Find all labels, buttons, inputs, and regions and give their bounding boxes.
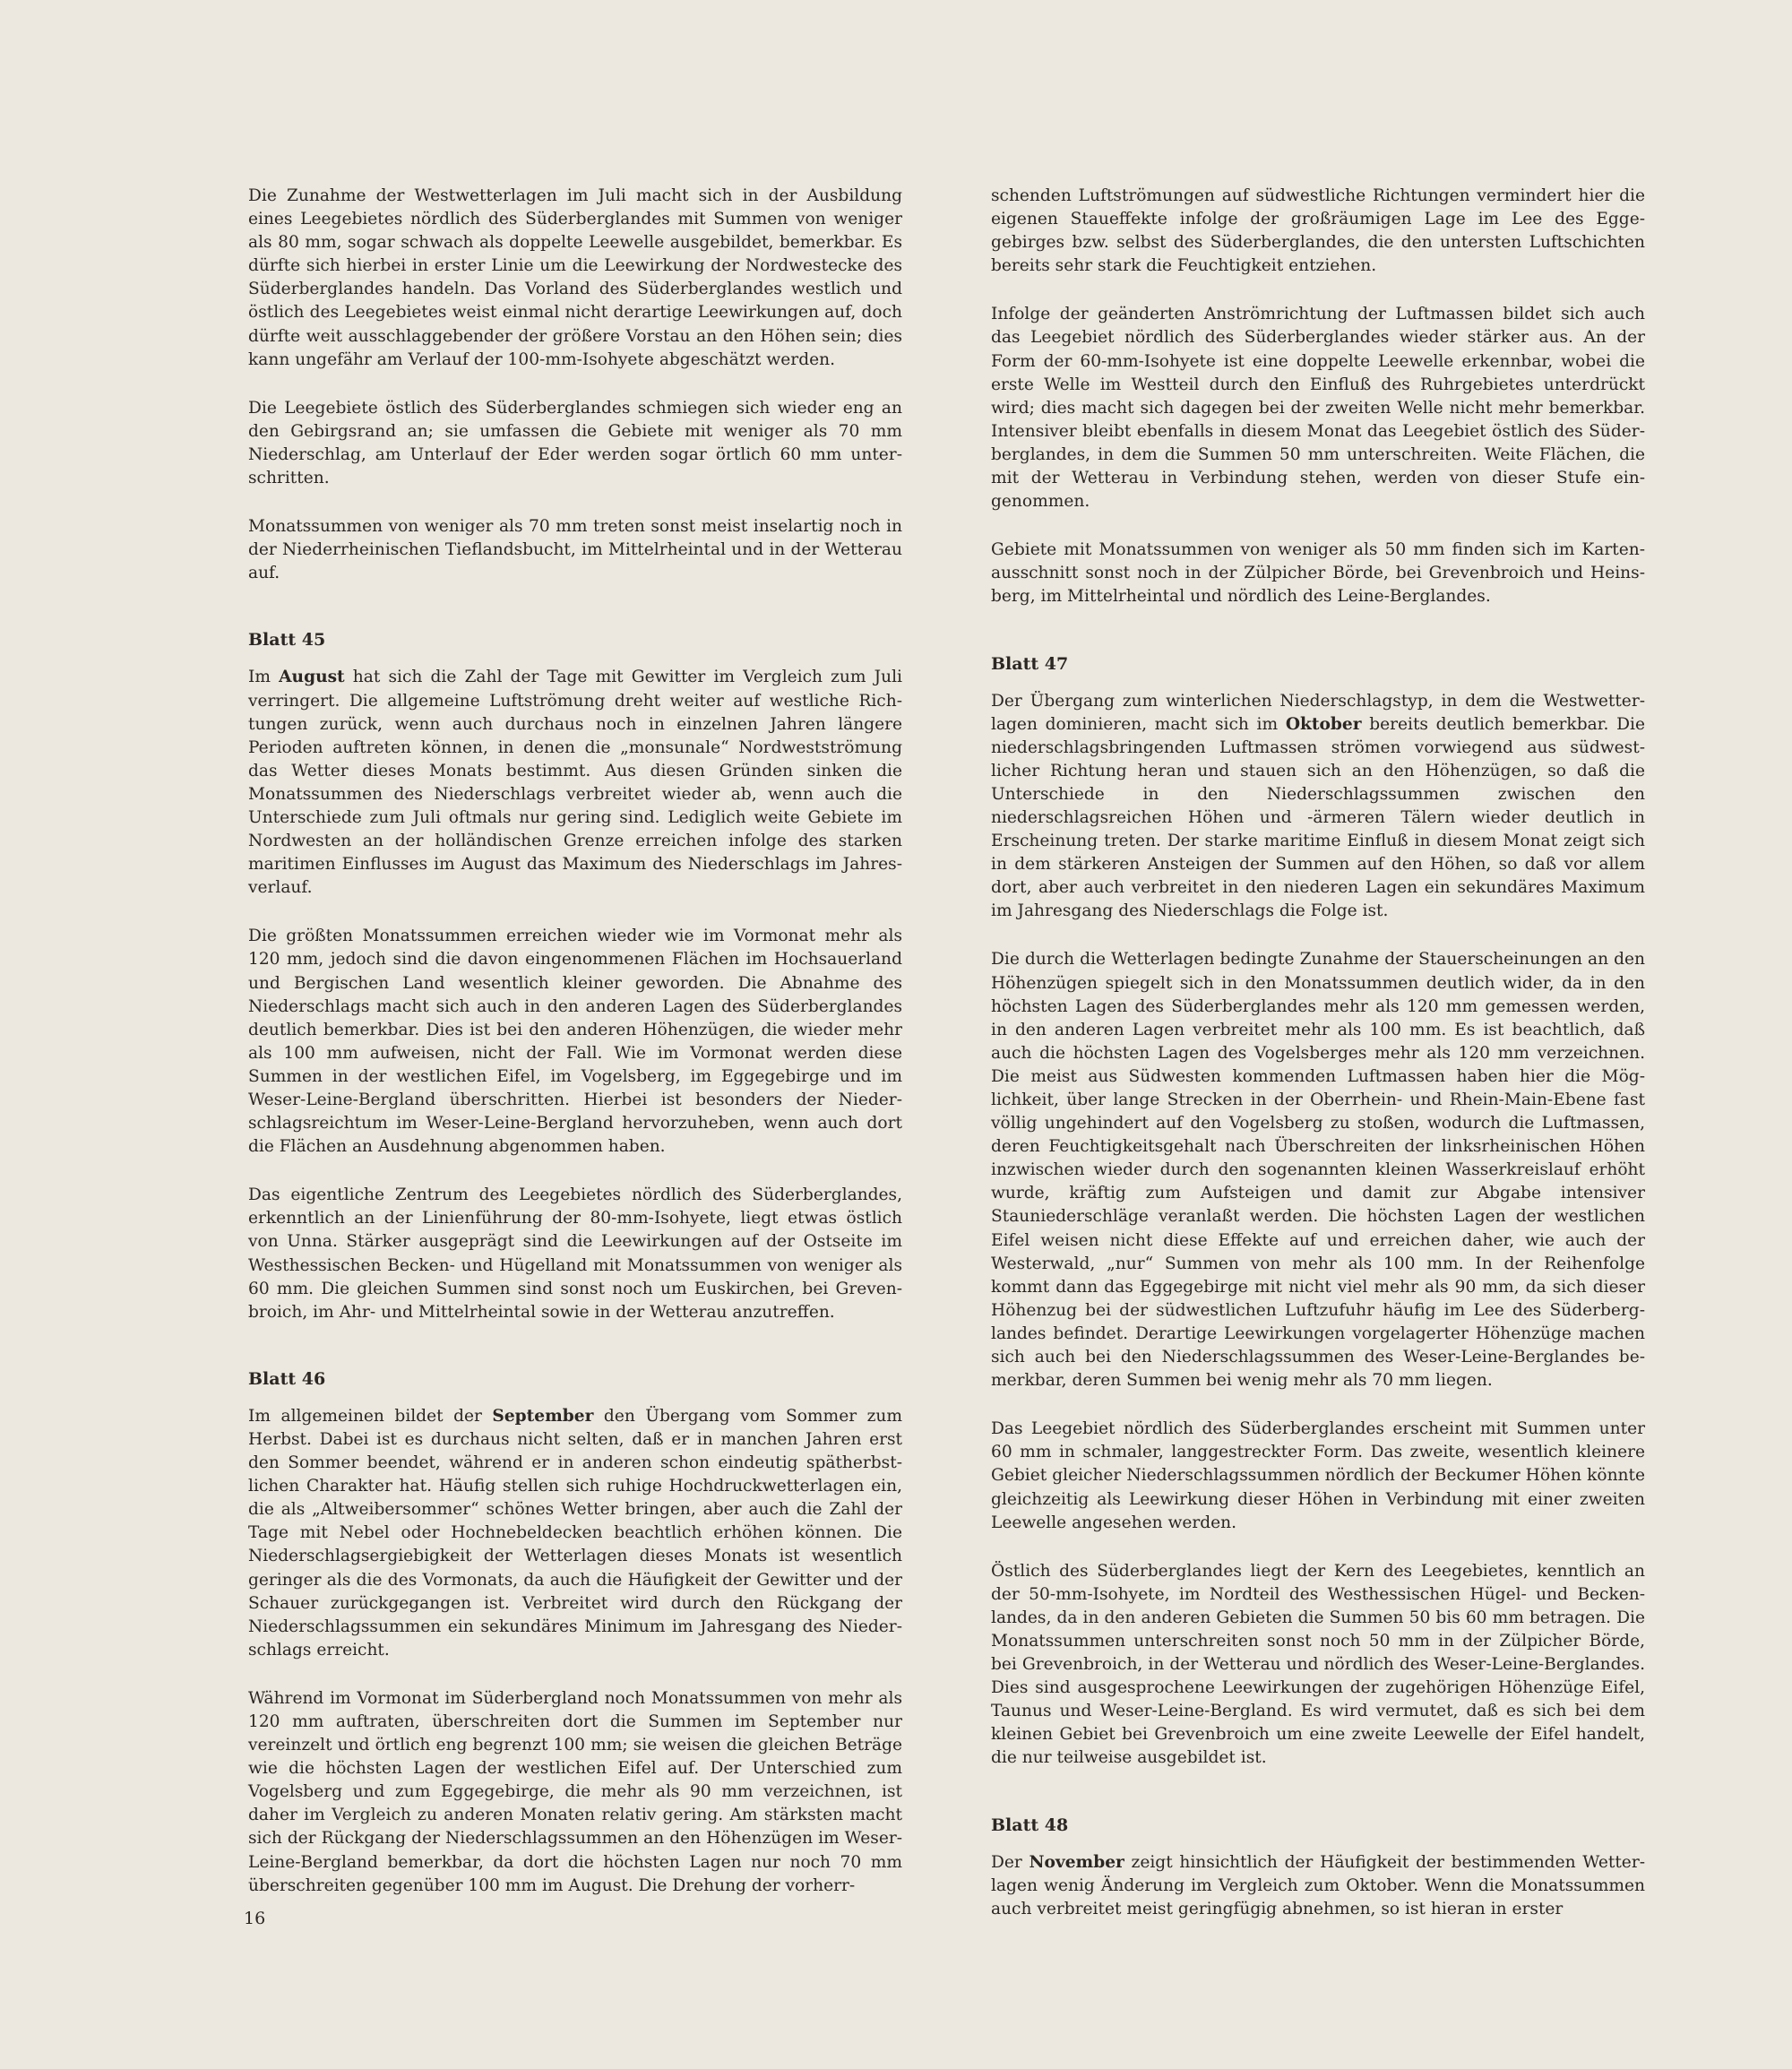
page-number: 16 [244, 1909, 266, 1928]
left-column [248, 185, 902, 1923]
section-heading-blatt-46: Blatt 46 [248, 1368, 326, 1389]
month-highlight: Oktober [1285, 714, 1362, 734]
paragraph: Die durch die Wetterlagen bedingte Zunahme der Stauerscheinungen an den Höhenzügen spiegelt sich in den Monatssummen deutlich wider, da in den höchsten Lagen des Süderberglandes mehr als 120 mm gemessen werden, in den anderen Lagen verbreitet mehr als 100 mm. Es ist beachtlich, daß auch die höchsten Lagen des Vogelsberges mehr als 120 mm verzeichnen. Die meist aus Südwesten kommenden Luftmassen haben hier die Möglichkeit, über lange Strecken in der Oberrhein- und Rhein-Main-Ebene fast völlig ungehindert auf den Vogelsberg zu stoßen, wodurch die Luftmassen, deren Feuchtigkeitsgehalt nach Überschreiten der linksrheinischen Höhen inzwischen wieder durch den sogenannten kleinen Wasserkreislauf erhöht wurde, kräftig zum Aufsteigen und damit zur Abgabe intensiver Stauniederschläge veranlaßt werden. Die höchsten Lagen der westlichen Eifel weisen nicht diese Effekte auf und erreichen daher, wie auch der Westerwald, „nur“ Summen von mehr als 100 mm. In der Reihenfolge kommt dann das Eggegebirge mit nicht viel mehr als 90 mm, da sich dieser Höhenzug bei der südwestlichen Luftzufuhr häufig im Lee des Süderberglandes befindet. Derartige Leewirkungen vorgelagerter Höhenzüge machen sich auch bei den Niederschlagssummen des Weser-Leine-Berglandes bemerkbar, deren Summen bei wenig mehr als 70 mm liegen. [991, 950, 1645, 1391]
paragraph: Die größten Monatssummen erreichen wieder wie im Vormonat mehr als 120 mm, jedoch sind die davon eingenommenen Flächen im Hochsauerland und Bergischen Land wesentlich kleiner geworden. Die Abnahme des Niederschlags macht sich auch in den anderen Lagen des Süderberglandes deutlich bemerkbar. Dies ist bei den anderen Höhenzügen, die wieder mehr als 100 mm aufweisen, nicht der Fall. Wie im Vormonat werden diese Summen in der westlichen Eifel, im Vogelsberg, im Eggegebirge und im Weser-Leine-Bergland überschritten. Hierbei ist besonders der Niederschlagsreichtum im Weser-Leine-Bergland hervorzuheben, wenn auch dort die Flächen an Ausdehnung abgenommen haben. [248, 927, 902, 1157]
paragraph: Das Leegebiet nördlich des Süderberglandes erscheint mit Summen unter 60 mm in schmaler, langgestreckter Form. Das zweite, wesentlich kleinere Gebiet gleicher Niederschlagssummen nördlich der Beckumer Höhen könnte gleichzeitig als Leewirkung dieser Höhen in Verbindung mit einer zweiten Leewelle angesehen werden. [991, 1419, 1645, 1532]
right-column [991, 185, 1645, 1946]
text-run: Im [248, 668, 280, 687]
paragraph: schenden Luftströmungen auf südwestliche Richtungen vermindert hier die eigenen Staueffekte infolge der großräumigen Lage im Lee des Eggegebirges bzw. selbst des Süderberglandes, die den untersten Luftschichten bereits sehr stark die Feuchtigkeit entziehen. [991, 186, 1645, 276]
text-run: Der Übergang zum winterlichen Niederschlagstyp, in dem die Westwetterlagen dominieren, macht sich im [991, 691, 1645, 734]
text-run: Im allgemeinen bildet der [248, 1406, 493, 1426]
paragraph: Während im Vormonat im Süderbergland noch Monatssummen von mehr als 120 mm auftraten, überschreiten dort die Summen im September nur vereinzelt und örtlich eng begrenzt 100 mm; sie weisen die gleichen Beträge wie die höchsten Lagen der westlichen Eifel auf. Der Unterschied zum Vogelsberg und zum Eggegebirge, die mehr als 90 mm verzeichnen, ist daher im Vergleich zu anderen Monaten relativ gering. Am stärksten macht sich der Rückgang der Niederschlagssummen an den Höhenzügen im Weser-Leine-Bergland bemerkbar, da dort die höchsten Lagen nur noch 70 mm überschreiten gegenüber 100 mm im August. Die Drehung der vorherr- [248, 1688, 902, 1895]
text-run: zeigt hinsichtlich der Häufigkeit der bestimmenden Wetterlagen wenig Änderung im Vergleich zum Oktober. Wenn die Monatssummen auch verbreitet meist geringfügig abnehmen, so ist hieran in erster [991, 1852, 1645, 1918]
paragraph [991, 1851, 1645, 1921]
paragraph: Gebiete mit Monatssummen von weniger als 50 mm finden sich im Kartenausschnitt sonst noch in der Zülpicher Börde, bei Grevenbroich und Heinsberg, im Mittelrheintal und nördlich des Leine-Berglandes. [991, 540, 1645, 607]
paragraph [248, 1405, 902, 1662]
section-heading-blatt-48: Blatt 48 [991, 1815, 1069, 1835]
paragraph: Monatssummen von weniger als 70 mm treten sonst meist inselartig noch in der Niederrheinischen Tieflandsbucht, im Mittelrheintal und in der Wetterau auf. [248, 517, 902, 583]
paragraph: Die Leegebiete östlich des Süderberglandes schmiegen sich wieder eng an den Gebirgsrand an; sie umfassen die Gebiete mit weniger als 70 mm Niederschlag, am Unterlauf der Eder werden sogar örtlich 60 mm unterschritten. [248, 398, 902, 488]
month-highlight: September [492, 1406, 594, 1426]
paragraph [991, 690, 1645, 924]
section-heading-blatt-45: Blatt 45 [248, 630, 326, 651]
text-run: Der [991, 1852, 1030, 1872]
month-highlight: November [1029, 1852, 1124, 1872]
paragraph: Das eigentliche Zentrum des Leegebietes nördlich des Süderberglandes, erkenntlich an der Linienführung der 80-mm-Isohyete, liegt etwas östlich von Unna. Stärker ausgeprägt sind die Leewirkungen auf der Ostseite im Westhessischen Becken- und Hügelland mit Monatssummen von weniger als 60 mm. Die gleichen Summen sind sonst noch um Euskirchen, bei Grevenbroich, im Ahr- und Mittelrheintal sowie in der Wetterau anzutreffen. [248, 1185, 902, 1322]
text-run: bereits deutlich bemerkbar. Die niederschlagsbringenden Luftmassen strömen vorwiegend aus südwestlicher Richtung heran und stauen sich an den Höhenzügen, so daß die Unterschiede in den Niederschlagssummen zwischen den niederschlagsreichen Höhen und -ärmeren Tälern wieder deutlich in Erscheinung treten. Der starke maritime Einfluß in diesem Monat zeigt sich in dem stärkeren Ansteigen der Summen auf den Höhen, so daß vor allem dort, aber auch verbreitet in den niederen Lagen ein sekundäres Maximum im Jahresgang des Niederschlags die Folge ist. [991, 714, 1645, 921]
paragraph: Östlich des Süderberglandes liegt der Kern des Leegebietes, kenntlich an der 50-mm-Isohyete, im Nordteil des Westhessischen Hügel- und Beckenlandes, da in den anderen Gebieten die Summen 50 bis 60 mm betragen. Die Monatssummen unterschreiten sonst noch 50 mm in der Zülpicher Börde, bei Grevenbroich, in der Wetterau und nördlich des Weser-Leine-Berglandes. Dies sind ausgesprochene Leewirkungen der zugehörigen Höhenzüge Eifel, Taunus und Weser-Leine-Bergland. Es wird vermutet, daß es sich bei dem kleinen Gebiet bei Grevenbroich um eine zweite Leewelle der Eifel handelt, die nur teilweise ausgebildet ist. [991, 1561, 1645, 1768]
paragraph: Infolge der geänderten Anströmrichtung der Luftmassen bildet sich auch das Leegebiet nördlich des Süderberglandes wieder stärker aus. An der Form der 60-mm-Isohyete ist eine doppelte Leewelle erkennbar, wobei die erste Welle im Westteil durch den Einfluß des Ruhrgebietes unterdrückt wird; dies macht sich dagegen bei der zweiten Welle nicht mehr bemerkbar. Intensiver bleibt ebenfalls in diesem Monat das Leegebiet östlich des Süderberglandes, in dem die Summen 50 mm unterschreiten. Weite Flächen, die mit der Wetterau in Verbindung stehen, werden von dieser Stufe eingenommen. [991, 305, 1645, 512]
text-run: den Übergang vom Sommer zum Herbst. Dabei ist es durchaus nicht selten, daß er in manchen Jahren erst den Sommer beendet, während er in anderen schon eindeutig spätherbstlichen Charakter hat. Häufig stellen sich ruhige Hochdruckwetterlagen ein, die als „Altweibersommer“ schönes Wetter bringen, aber auch die Zahl der Tage mit Nebel oder Hochnebeldecken beachtlich erhöhen können. Die Niederschlagsergiebigkeit der Wetterlagen dieses Monats ist wesentlich geringer als die des Vormonats, da auch die Häufigkeit der Gewitter und der Schauer zurückgegangen ist. Verbreitet wird durch den Rückgang der Niederschlagssummen ein sekundäres Minimum im Jahresgang des Niederschlags erreicht. [248, 1406, 902, 1660]
paragraph [248, 666, 902, 900]
paragraph: Die Zunahme der Westwetterlagen im Juli macht sich in der Ausbildung eines Leegebietes nördlich des Süderberglandes mit Summen von weniger als 80 mm, sogar schwach als doppelte Leewelle ausgebildet, bemerkbar. Es dürfte sich hierbei in erster Linie um die Leewirkung der Nordwestecke des Süderberglandes handeln. Das Vorland des Süderberglandes westlich und östlich des Leegebietes weist einmal nicht derartige Leewirkungen auf, doch dürfte weit ausschlaggebender der größere Vorstau an den Höhen sein; dies kann ungefähr am Verlauf der 100-mm-Isohyete abgeschätzt werden. [248, 186, 902, 369]
month-highlight: August [279, 668, 345, 687]
section-heading-blatt-47: Blatt 47 [991, 653, 1069, 674]
text-run: hat sich die Zahl der Tage mit Gewitter im Vergleich zum Juli verringert. Die allgemeine Luftströmung dreht weiter auf westliche Richtungen zurück, wenn auch durchaus noch in einzelnen Jahren längere Perioden auftreten können, in denen die „monsunale“ Nordwestströmung das Wetter dieses Monats bestimmt. Aus diesen Gründen sinken die Monatssummen des Niederschlags verbreitet wieder ab, wenn auch die Unterschiede zum Juli oftmals nur gering sind. Lediglich weite Gebiete im Nordwesten an der holländischen Grenze erreichen infolge des starken maritimen Einflusses im August das Maximum des Niederschlags im Jahresverlauf. [248, 668, 902, 898]
